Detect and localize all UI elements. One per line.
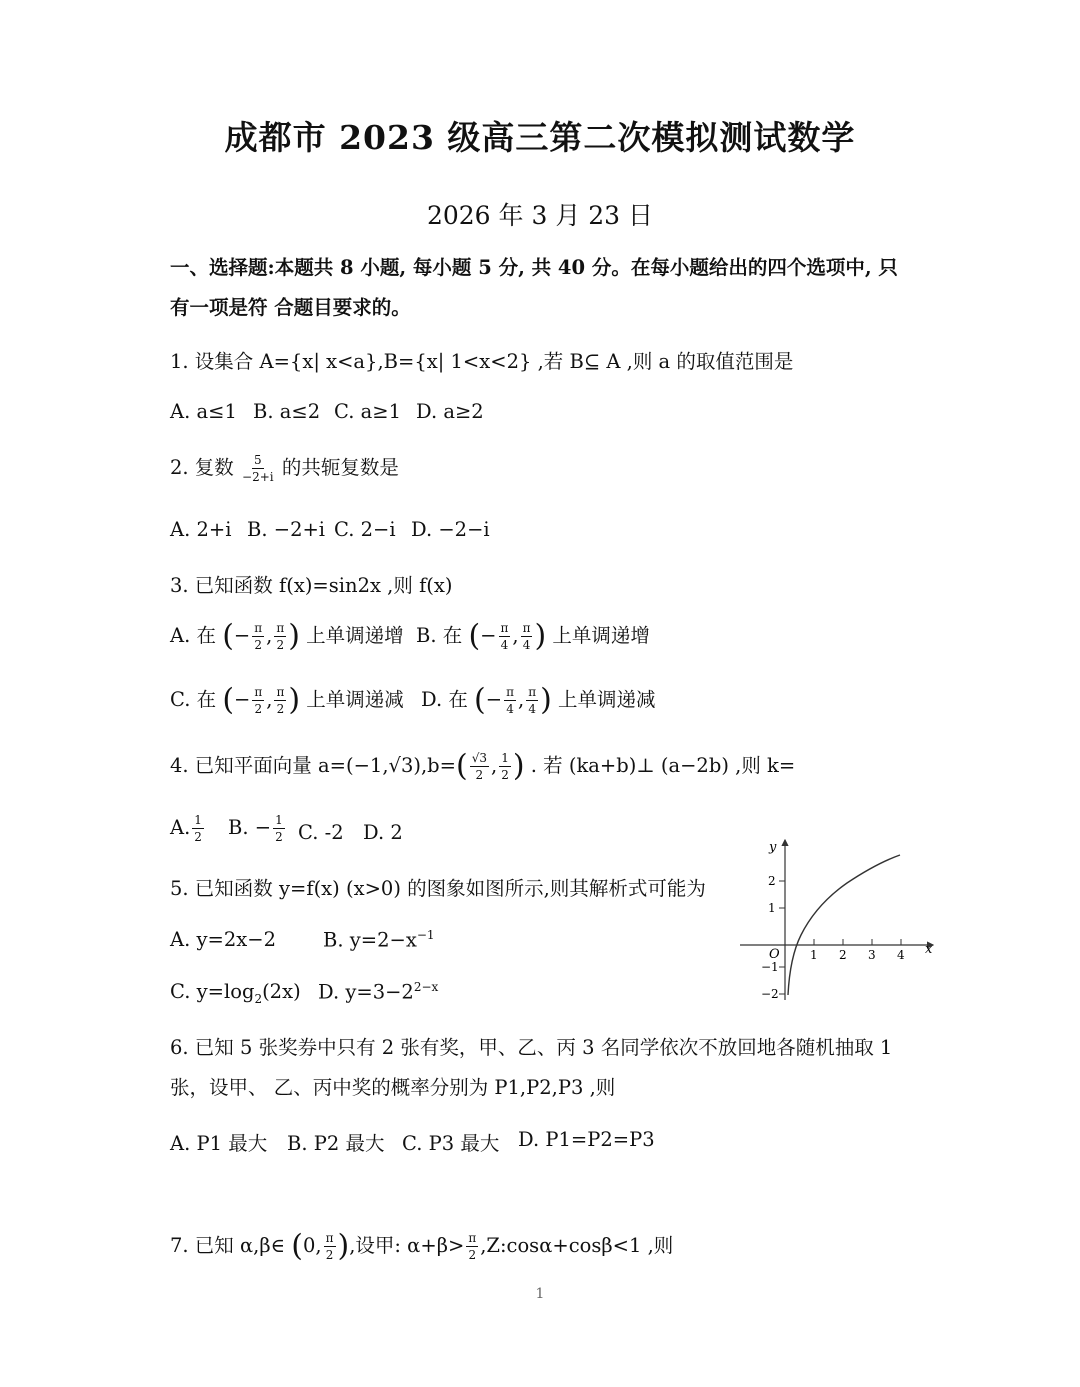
y-tick-label: 1	[768, 901, 776, 915]
x-tick-label: 1	[810, 948, 818, 962]
y-tick-label: 2	[768, 874, 776, 888]
question-4-option-a: A. $\frac{1}{2}$	[170, 813, 202, 844]
option-text: 上单调递减	[306, 688, 404, 711]
question-1-option-c: C. a≥1	[334, 400, 401, 423]
question-2-stem	[170, 452, 399, 483]
question-3-option-b: B. 在 (− $\frac{\pi}{4}$ , $\frac{\pi}{4}$ ) 上单调递增	[416, 618, 650, 654]
question-6-option-d: D. P1=P2=P3	[518, 1128, 655, 1151]
y-tick-label: −1	[761, 960, 779, 974]
x-tick-label: 2	[839, 948, 847, 962]
x-tick-label: 3	[868, 948, 876, 962]
question-5-option-a: A. y=2x−2	[170, 928, 276, 951]
question-3-option-a: A. 在 (− $\frac{\pi}{2}$ , $\frac{\pi}{2}$ ) 上单调递增	[170, 618, 404, 654]
option-prefix: B. 在	[416, 624, 463, 647]
x-axis-label: x	[925, 942, 933, 957]
question-2-option-a: A. 2+i	[170, 518, 232, 541]
question-5-option-c: C. $y=\log_2(2x)$	[170, 980, 301, 1006]
question-1-option-b: B. a≤2	[253, 400, 321, 423]
x-tick-label: 4	[897, 948, 905, 962]
question-2-option-c: C. 2−i	[334, 518, 396, 541]
question-2-fraction	[242, 454, 274, 483]
option-prefix: A. 在	[170, 624, 216, 647]
question-6-stem-line2: 张，设甲、 乙、丙中奖的概率分别为 P1,P2,P3 ,则	[170, 1076, 616, 1099]
option-text: 上单调递减	[558, 688, 656, 711]
page-number: 1	[535, 1286, 545, 1302]
exam-date: 2026 年 3 月 23 日	[426, 201, 654, 230]
question-2-prefix: 2. 复数	[170, 456, 234, 479]
question-2-suffix: 的共轭复数是	[281, 456, 399, 479]
origin-label: O	[769, 947, 780, 962]
question-1-option-d: D. a≥2	[416, 400, 484, 423]
y-tick-label: −2	[761, 987, 779, 1001]
question-6-option-b: B. P2 最大	[287, 1132, 385, 1155]
question-4-stem: 4. 已知平面向量 a=(−1,√3),b=( $\frac{√3}{2}$ , $\frac{1}{2}$ ) . 若 (ka+b)⊥ (a−2b) ,则 k=	[170, 748, 796, 784]
question-1-stem: 1. 设集合 A={x| x<a},B={x| 1<x<2} ,若 B⊆ A ,则 a 的取值范围是	[170, 350, 794, 373]
question-6-option-c: C. P3 最大	[402, 1132, 500, 1155]
question-2-fraction-denominator: −2+i	[242, 470, 274, 484]
y-axis-label: y	[769, 840, 777, 855]
question-4-suffix: . 若 (ka+b)⊥ (a−2b) ,则 k=	[530, 754, 796, 777]
question-1-option-a: A. a≤1	[170, 400, 237, 423]
question-4-option-c: C. -2	[298, 821, 344, 844]
section-instructions-line1: 一、选择题:本题共 8 小题, 每小题 5 分, 共 40 分。在每小题给出的四个选项中, 只	[170, 256, 898, 279]
question-3-option-c: C. 在 (− $\frac{\pi}{2}$ , $\frac{\pi}{2}$ ) 上单调递减	[170, 682, 404, 718]
question-2-option-d: D. −2−i	[411, 518, 490, 541]
page-title: 成都市 2023 级高三第二次模拟测试数学	[224, 118, 856, 157]
option-prefix: C. 在	[170, 688, 217, 711]
option-text: 上单调递增	[552, 624, 650, 647]
question-6-stem-line1: 6. 已知 5 张奖券中只有 2 张有奖，甲、乙、丙 3 名同学依次不放回地各随机抽取 1	[170, 1036, 893, 1059]
question-6-option-a: A. P1 最大	[170, 1132, 268, 1155]
question-4-option-b: B. − $\frac{1}{2}$	[228, 813, 283, 844]
question-2-fraction-numerator: 5	[253, 453, 262, 467]
question-4-prefix: 4. 已知平面向量 a=(−1,√3),b=	[170, 754, 456, 777]
question-5-stem: 5. 已知函数 y=f(x) (x>0) 的图象如图所示,则其解析式可能为	[170, 877, 706, 900]
function-graph	[735, 835, 940, 1005]
question-2-option-b: B. −2+i	[247, 518, 326, 541]
option-text: 上单调递增	[306, 624, 404, 647]
question-3-option-d: D. 在 (− $\frac{\pi}{4}$ , $\frac{\pi}{4}$ ) 上单调递减	[421, 682, 656, 718]
question-3-stem: 3. 已知函数 f(x)=sin2x ,则 f(x)	[170, 574, 453, 597]
question-5-option-d: D. $y=3-2^{2-x}$	[318, 980, 439, 1004]
option-prefix: D. 在	[421, 688, 468, 711]
question-5-option-b: B. $y=2-x^{-1}$	[323, 928, 435, 952]
section-instructions-line2: 有一项是符 合题目要求的。	[170, 296, 411, 319]
question-4-option-d: D. 2	[363, 821, 403, 844]
question-7-stem: 7. 已知 α,β∈ (0, $\frac{\pi}{2}$ ),设甲: α+β> $\frac{\pi}{2}$ ,Z:cosα+cosβ<1 ,则	[170, 1228, 674, 1264]
function-curve	[788, 855, 900, 995]
